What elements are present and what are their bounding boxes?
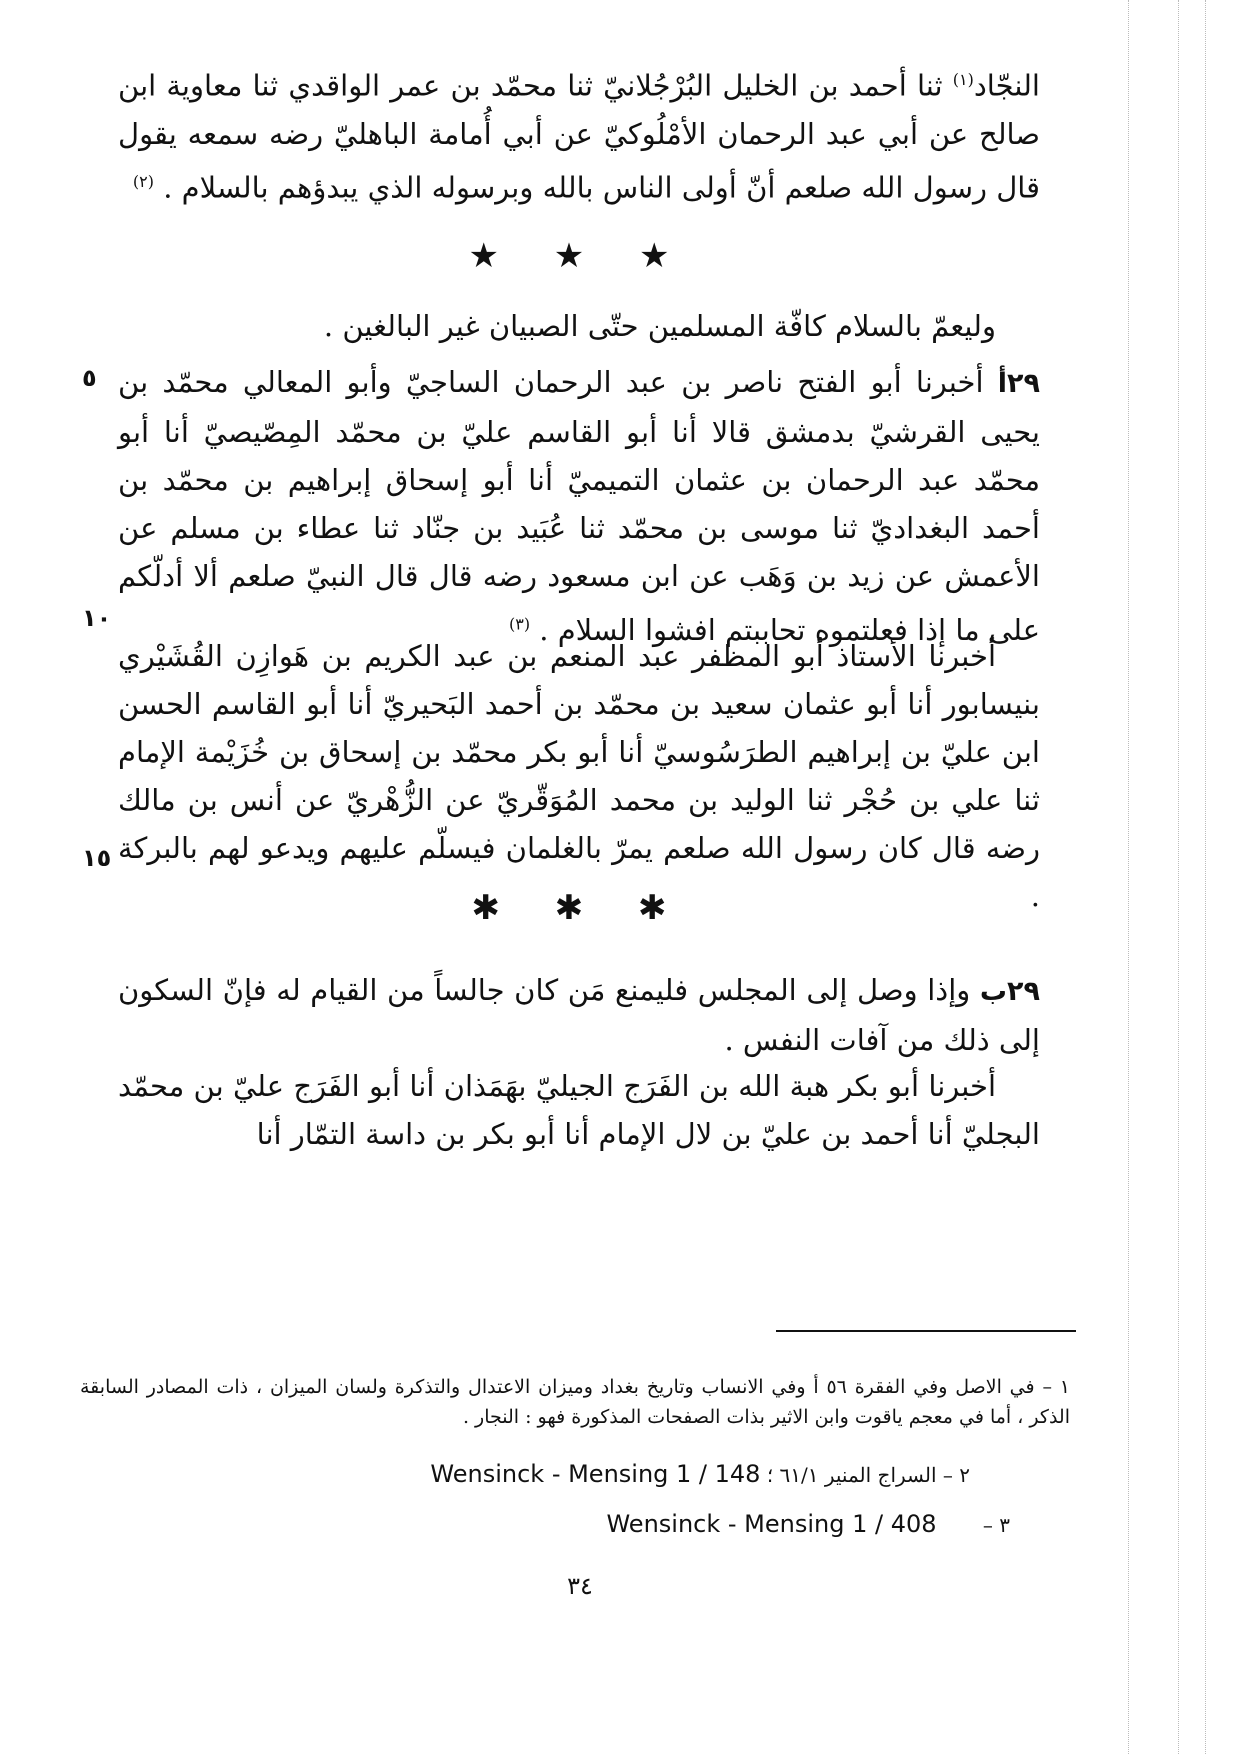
footnote-3-arabic: ٣ –	[982, 1513, 1010, 1537]
footnote-2-reference: Wensinck - Mensing 1 / 148	[430, 1460, 761, 1488]
paragraph-number-29a: ٢٩أ	[997, 368, 1040, 399]
page-number: ٣٤	[567, 1572, 593, 1600]
footnote-3-reference: Wensinck - Mensing 1 / 408	[606, 1510, 937, 1538]
paragraph-29a	[118, 358, 1040, 654]
paragraph-29b-text: وإذا وصل إلى المجلس فليمنع مَن كان جالساً من القيام له فإنّ السكون إلى ذلك من آفات النفس .	[118, 973, 1040, 1057]
paragraph-2: وليعمّ بالسلام كافّة المسلمين حتّى الصبيان غير البالغين .	[323, 309, 996, 343]
footnote-separator	[776, 1330, 1076, 1332]
footnote-2	[430, 1460, 970, 1488]
paragraph-6: أخبرنا أبو بكر هبة الله بن الفَرَج الجيليّ بهَمَذان أنا أبو الفَرَج عليّ بن محمّد البجليّ أنا أحمد بن عليّ بن لال الإمام أنا أبو بكر بن داسة التمّار أنا	[118, 1069, 1040, 1151]
paragraph-29b	[118, 966, 1040, 1064]
scan-edge-line	[1178, 0, 1179, 1754]
paragraph-number-29b: ٢٩ب	[979, 976, 1040, 1007]
line-number-5: ٥	[82, 364, 97, 392]
section-separator-stars: ✱ ✱ ✱	[471, 888, 689, 928]
paragraph-1: النجّاد$^{(١)}$ ثنا أحمد بن الخليل البُرْجُلانيّ ثنا محمّد بن عمر الواقدي ثنا معاوية ابن صالح عن أبي عبد الرحمان الأمْلُوكيّ عن أبي أُمامة الباهليّ رضه سمعه يقول قال رسول الله صلعم أنّ أولى الناس بالله وبرسوله الذي يبدؤهم بالسلام . $^{(٢)}$	[118, 68, 1040, 205]
footnote-2-arabic: ٢ – السراج المنير ٦١/١ ؛	[766, 1463, 970, 1487]
paragraph-4: أخبرنا الأستاذ أبو المظفر عبد المنعم بن عبد الكريم بن هَوازِن القُشَيْري بنيسابور أنا أبو عثمان سعيد بن محمّد بن أحمد البَحيريّ أنا أبو القاسم الحسن ابن عليّ بن إبراهيم الطرَسُوسيّ أنا أبو بكر محمّد بن إسحاق بن خُزَيْمة الإمام ثنا علي بن حُجْر ثنا الوليد بن محمد المُوَقّريّ عن الزُّهْريّ عن أنس بن مالك رضه قال كان رسول الله صلعم يمرّ بالغلمان فيسلّم عليهم ويدعو لهم بالبركة .	[118, 639, 1040, 913]
footnote-3	[606, 1510, 1010, 1538]
section-separator-stars: ★ ★ ★	[468, 236, 692, 276]
line-number-10: ١٠	[82, 604, 112, 632]
footnote-1: ١ – في الاصل وفي الفقرة ٥٦ أ وفي الانساب وتاريخ بغداد وميزان الاعتدال والتذكرة ولسان الميزان ، ذات المصادر السابقة الذكر ، أما في معجم ياقوت وابن الاثير بذات الصفحات المذكورة فهو : النجار .	[80, 1376, 1070, 1428]
line-number-15: ١٥	[82, 844, 112, 872]
paragraph-29a-text: أخبرنا أبو الفتح ناصر بن عبد الرحمان الساجيّ وأبو المعالي محمّد بن يحيى القرشيّ بدمشق قالا أنا أبو القاسم عليّ بن محمّد المِصّيصيّ أنا أبو محمّد عبد الرحمان بن عثمان التميميّ أنا أبو إسحاق إبراهيم بن محمّد بن أحمد البغداديّ ثنا موسى بن محمّد ثنا عُبَيد بن جنّاد ثنا عطاء بن مسلم عن الأعمش عن زيد بن وَهَب عن ابن مسعود رضه قال قال النبيّ صلعم ألا أدلّكم على ما إذا فعلتموه تحاببتم افشوا السلام . $^{(٣)}$	[118, 365, 1040, 647]
scan-edge-line	[1205, 0, 1206, 1754]
